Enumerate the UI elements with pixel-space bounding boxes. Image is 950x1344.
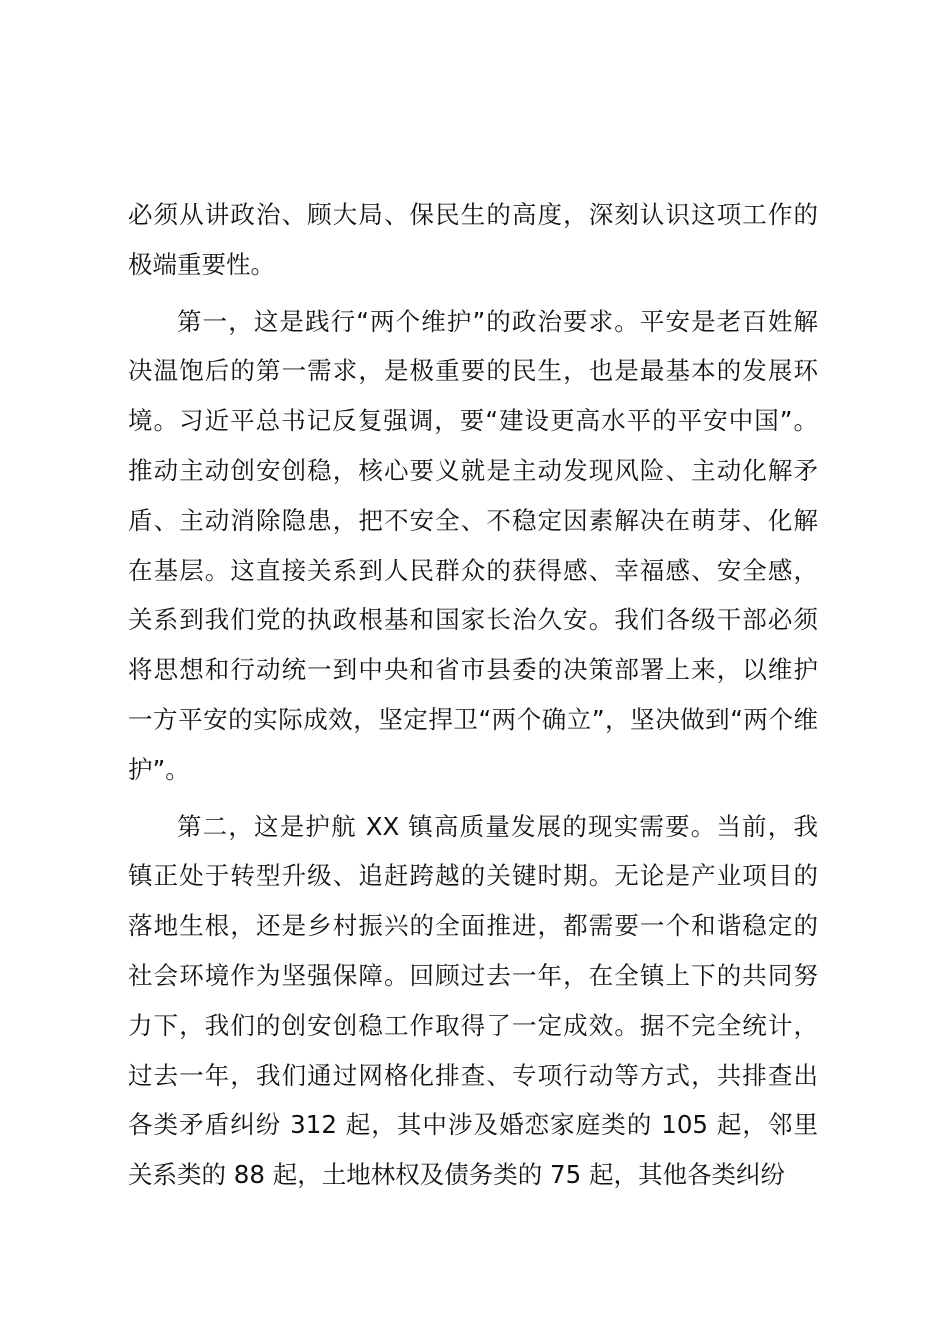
paragraph-point-2 xyxy=(128,802,818,1200)
text-line: 过去一年，我们通过网格化排查、专项行动等方式，共排查出 xyxy=(128,1060,818,1090)
text-line: 落地生根，还是乡村振兴的全面推进，都需要一个和谐稳定的 xyxy=(128,911,818,941)
text-line: 第一，这是践行“两个维护”的政治要求。平安是老百姓解 xyxy=(177,306,818,336)
text-line: 力下，我们的创安创稳工作取得了一定成效。据不完全统计， xyxy=(128,1010,818,1040)
paragraph-spacer xyxy=(128,290,818,297)
text-line: 第二，这是护航 XX 镇高质量发展的现实需要。当前，我 xyxy=(177,811,818,841)
text-line: 在基层。这直接关系到人民群众的获得感、幸福感、安全感， xyxy=(128,555,818,585)
text-line: 关系到我们党的执政根基和国家长治久安。我们各级干部必须 xyxy=(128,605,818,635)
text-line: 推动主动创安创稳，核心要义就是主动发现风险、主动化解矛 xyxy=(128,455,818,485)
paragraph-intro xyxy=(128,190,818,290)
text-line: 盾、主动消除隐患，把不安全、不稳定因素解决在萌芽、化解 xyxy=(128,505,818,535)
paragraph-point-1 xyxy=(128,297,818,795)
text-line: 将思想和行动统一到中央和省市县委的决策部署上来，以维护 xyxy=(128,655,818,685)
text-line: 决温饱后的第一需求，是极重要的民生，也是最基本的发展环 xyxy=(128,356,818,386)
text-line: 镇正处于转型升级、追赶跨越的关键时期。无论是产业项目的 xyxy=(128,861,818,891)
text-line: 极端重要性。 xyxy=(128,249,275,279)
text-line: 必须从讲政治、顾大局、保民生的高度，深刻认识这项工作的 xyxy=(128,200,818,229)
paragraph-spacer xyxy=(128,795,818,802)
document-body xyxy=(128,190,818,1200)
text-line: 关系类的 88 起，土地林权及债务类的 75 起，其他各类纠纷 xyxy=(128,1160,785,1190)
text-line: 社会环境作为坚强保障。回顾过去一年，在全镇上下的共同努 xyxy=(128,960,818,990)
text-line: 境。习近平总书记反复强调，要“建设更高水平的平安中国”。 xyxy=(128,406,818,436)
text-line: 各类矛盾纠纷 312 起，其中涉及婚恋家庭类的 105 起，邻里 xyxy=(128,1110,818,1140)
text-line: 护”。 xyxy=(128,754,190,784)
text-line: 一方平安的实际成效，坚定捍卫“两个确立”，坚决做到“两个维 xyxy=(128,704,818,734)
